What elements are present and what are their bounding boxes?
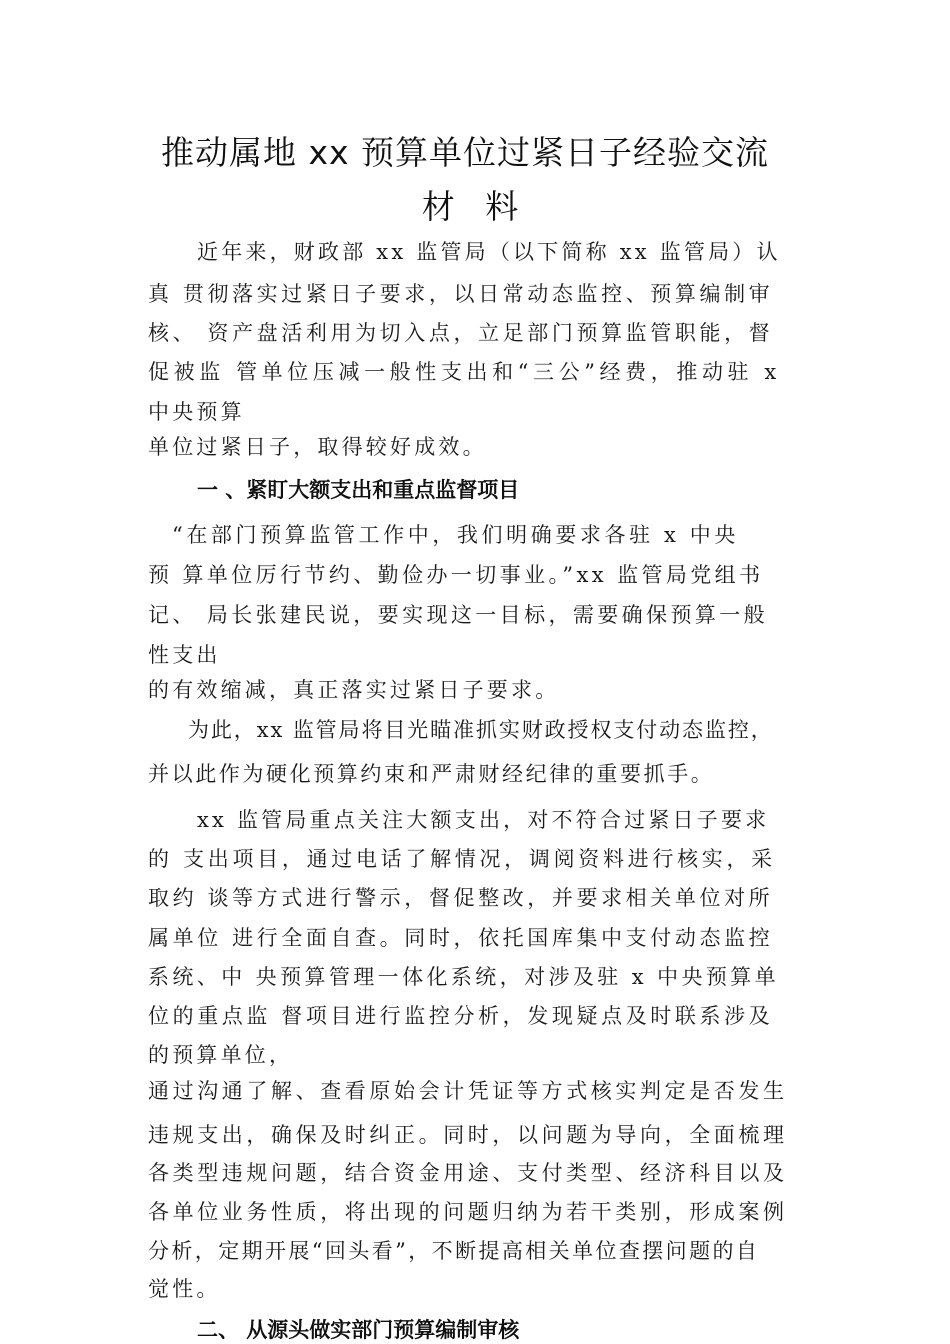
- paragraph-line: 促被监 管单位压减一般性支出和“三公”经费，推动驻 x: [148, 360, 781, 384]
- paragraph-line: 通过沟通了解、查看原始会计凭证等方式核实判定是否发生: [148, 1079, 788, 1103]
- paragraph-line: 中央预算: [148, 400, 245, 424]
- paragraph-line: 并以此作为硬化预算约束和严肃财经纪律的重要抓手。: [148, 762, 715, 786]
- paragraph-line: 各单位业务性质，将出现的问题归纳为若干类别，形成案例: [148, 1200, 788, 1224]
- paragraph-line: 记、 局长张建民说，要实现这一目标，需要确保预算一般: [148, 603, 769, 627]
- paragraph-line: 预 算单位厉行节约、勤俭办一切事业。”xx 监管局党组书: [148, 563, 764, 587]
- document-title-line-2: 材 料: [421, 187, 529, 226]
- paragraph-line: 的预算单位，: [148, 1043, 294, 1067]
- paragraph-line: 分析，定期开展“回头看”，不断提高相关单位查摆问题的自: [148, 1239, 760, 1263]
- document-title-line-1: 推动属地 xx 预算单位过紧日子经验交流: [160, 133, 770, 172]
- paragraph-line: 取约 谈等方式进行警示，督促整改，并要求相关单位对所: [148, 886, 774, 910]
- paragraph-line: 的 支出项目，通过电话了解情况，调阅资料进行核实，采: [148, 847, 776, 871]
- paragraph-line: 单位过紧日子，取得较好成效。: [148, 435, 487, 459]
- paragraph-line: xx 监管局重点关注大额支出，对不符合过紧日子要求: [197, 808, 770, 832]
- paragraph-line: 违规支出，确保及时纠正。同时，以问题为导向，全面梳理: [148, 1123, 788, 1147]
- paragraph-line: “在部门预算监管工作中，我们明确要求各驻 x 中央: [172, 523, 739, 547]
- paragraph-line: 真 贯彻落实过紧日子要求，以日常动态监控、预算编制审: [148, 282, 774, 306]
- paragraph-line: 各类型违规问题，结合资金用途、支付类型、经济科目以及: [148, 1161, 788, 1185]
- paragraph-line: 系统、中 央预算管理一体化系统，对涉及驻 x 中央预算单: [148, 965, 780, 989]
- paragraph-line: 核、 资产盘活利用为切入点，立足部门预算监管职能，督: [148, 321, 774, 345]
- paragraph-line: 近年来，财政部 xx 监管局（以下简称 xx 监管局）认: [197, 240, 781, 264]
- paragraph-line: 为此，xx 监管局将目光瞄准抓实财政授权支付动态监控，: [188, 718, 774, 742]
- paragraph-line: 觉性。: [148, 1277, 221, 1301]
- section-heading-2: 二、 从源头做实部门预算编制审核: [197, 1318, 520, 1342]
- paragraph-line: 性支出: [148, 643, 221, 667]
- paragraph-line: 的有效缩减，真正落实过紧日子要求。: [148, 678, 560, 702]
- paragraph-line: 位的重点监 督项目进行监控分析，发现疑点及时联系涉及: [148, 1004, 774, 1028]
- section-heading-1: 一 、紧盯大额支出和重点监督项目: [197, 478, 520, 502]
- paragraph-line: 属单位 进行全面自查。同时，依托国库集中支付动态监控: [148, 926, 774, 950]
